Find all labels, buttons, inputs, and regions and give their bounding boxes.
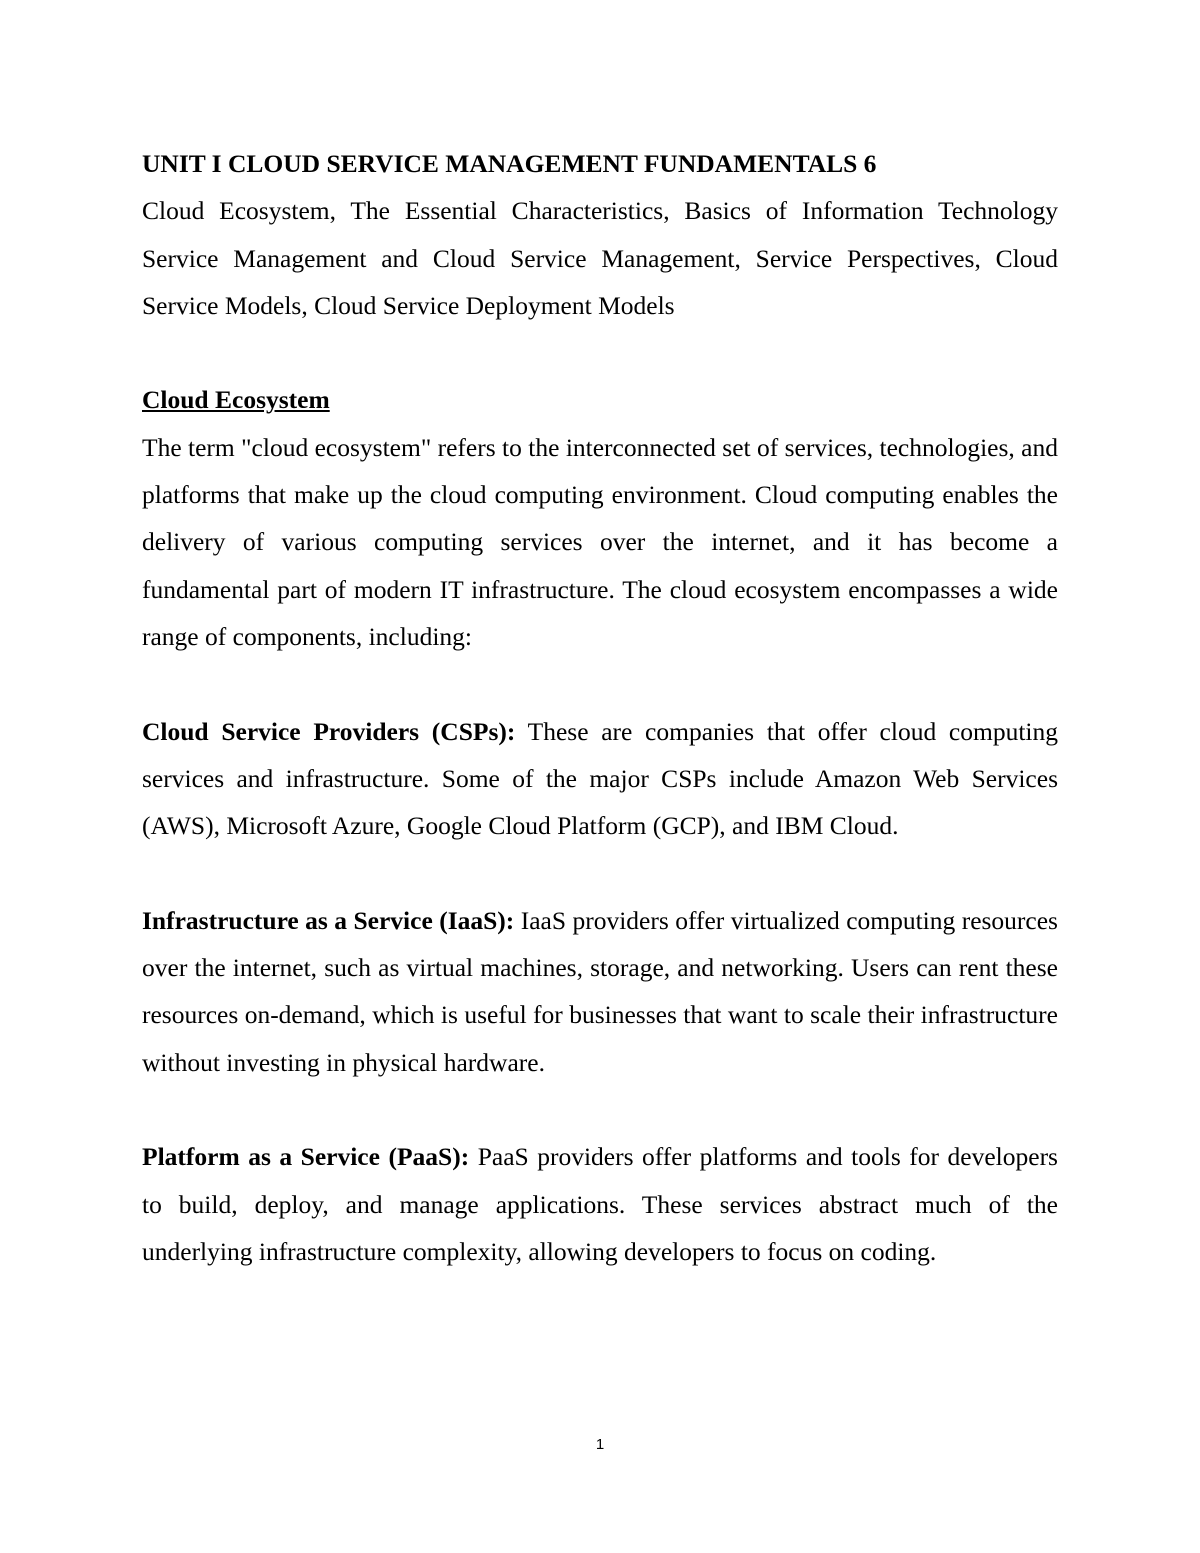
component-text: IaaS providers offer virtualized computing resources over the internet, such as virtual machines, storage, and networking. Users can rent these resources on-demand, which is useful for businesses that want to scale their infrastructure without investing in physical hardware. <box>142 905 1058 1077</box>
spacer <box>142 660 1058 707</box>
component-term: Platform as a Service (PaaS): <box>142 1142 470 1172</box>
page-number: 1 <box>595 1436 605 1453</box>
unit-title: UNIT I CLOUD SERVICE MANAGEMENT FUNDAMENTALS 6 <box>142 149 877 178</box>
component-text: PaaS providers offer platforms and tools for developers to build, deploy, and manage applications. These services abstract much of the underlying infrastructure complexity, allowing developers to focus on coding. <box>142 1142 1058 1266</box>
page-content <box>142 140 1058 1275</box>
unit-topics: Cloud Ecosystem, The Essential Characteristics, Basics of Information Technology Service Management and Cloud Service Management, Service Perspectives, Cloud Service Models, Cloud Service Deployment Models <box>142 196 1058 320</box>
component-text: These are companies that offer cloud computing services and infrastructure. Some of the major CSPs include Amazon Web Services (AWS), Microsoft Azure, Google Cloud Platform (GCP), and IBM Cloud. <box>142 716 1058 841</box>
spacer <box>142 329 1058 376</box>
section-heading: Cloud Ecosystem <box>142 385 330 415</box>
spacer <box>142 849 1058 896</box>
component-term: Cloud Service Providers (CSPs): <box>142 716 516 746</box>
component-csp <box>142 708 1058 850</box>
component-iaas <box>142 897 1058 1086</box>
spacer <box>142 1086 1058 1133</box>
component-term: Infrastructure as a Service (IaaS): <box>142 905 515 935</box>
component-paas <box>142 1133 1058 1275</box>
section-intro: The term "cloud ecosystem" refers to the interconnected set of services, technologies, and platforms that make up the cloud computing environment. Cloud computing enables the delivery of various computing services over the internet, and it has become a fundamental part of modern IT infrastructure. The cloud ecosystem encompasses a wide range of components, including: <box>142 432 1058 651</box>
